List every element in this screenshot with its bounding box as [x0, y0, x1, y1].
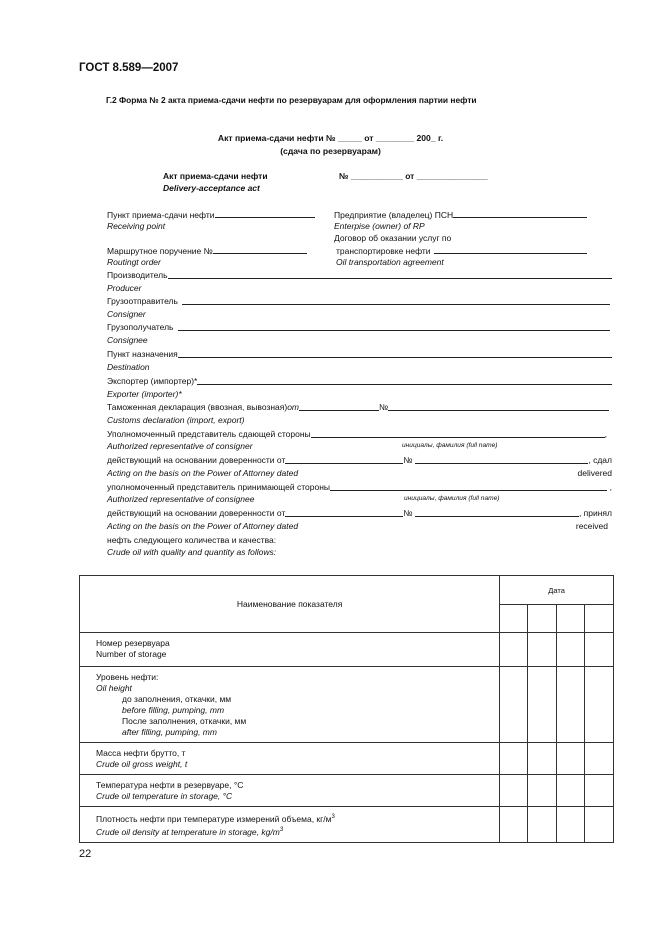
received-en: received	[575, 521, 608, 531]
contract-label-1: Договор об оказании услуг по	[334, 233, 452, 243]
level-en: Oil height	[96, 683, 132, 693]
value-cell[interactable]	[557, 743, 585, 775]
date-col-3[interactable]	[557, 605, 585, 633]
density-en-sup: 3	[279, 826, 284, 833]
value-cell[interactable]	[528, 743, 557, 775]
date-col-1[interactable]	[500, 605, 528, 633]
auth-consignee-en: Authorized representative of consignee	[107, 494, 255, 504]
enterprise-en: Enterpise (owner) of RP	[334, 221, 425, 231]
exporter-en: Exporter (importer)*	[107, 389, 182, 399]
value-cell[interactable]	[500, 667, 528, 743]
routing-label: Маршрутное поручение №	[107, 245, 307, 256]
table-row	[80, 807, 614, 843]
value-cell[interactable]	[585, 633, 614, 667]
act-name-ru: Акт приема-сдачи нефти	[163, 171, 268, 181]
poa-consignee-label: действующий на основании доверенности от № , принял	[107, 508, 612, 518]
destination-en: Destination	[107, 362, 150, 372]
date-col-4[interactable]	[585, 605, 614, 633]
exporter-field[interactable]	[197, 376, 612, 385]
standard-header: ГОСТ 8.589—2007	[79, 62, 179, 74]
enterprise-label: Предприятие (владелец) ПСН	[334, 209, 587, 220]
value-cell[interactable]	[585, 775, 614, 807]
quantity-label-en: Crude oil with quality and quantity as follows:	[107, 547, 277, 557]
table-row	[80, 743, 614, 775]
density-ru: Плотность нефти при температуре измерений объема, кг/м	[96, 813, 332, 824]
value-cell[interactable]	[557, 667, 585, 743]
destination-label: Пункт назначения	[107, 349, 612, 359]
consignee-field[interactable]	[178, 322, 611, 331]
act-title: Акт приема-сдачи нефти № _____ от ________ 200_ г.	[217, 133, 444, 143]
customs-number-field[interactable]	[388, 402, 609, 411]
page-number: 22	[79, 848, 92, 860]
auth-consignor-field[interactable]	[311, 429, 605, 438]
routing-field[interactable]	[213, 245, 307, 254]
delivered-en: delivered	[577, 468, 612, 478]
value-cell[interactable]	[500, 807, 528, 843]
consignor-label: Грузоотправитель	[107, 296, 610, 306]
poa-consignee-date-field[interactable]	[285, 508, 403, 517]
mass-ru: Масса нефти брутто, т	[96, 748, 186, 758]
data-table	[79, 575, 614, 843]
auth-consignor-label: Уполномоченный представитель сдающей стороны ,	[107, 429, 607, 439]
value-cell[interactable]	[528, 633, 557, 667]
act-number-line: № ___________ от _______________	[339, 171, 488, 181]
mass-en: Crude oil gross weight, t	[96, 759, 188, 769]
auth-consignor-en: Authorized representative of consigner	[107, 441, 253, 451]
table-row	[80, 633, 614, 667]
header-date-cell	[500, 576, 614, 605]
date-col-2[interactable]	[528, 605, 557, 633]
value-cell[interactable]	[557, 633, 585, 667]
header-date: Дата	[548, 585, 565, 595]
initials-hint-2: инициалы, фамилия (full name)	[404, 495, 500, 502]
density-ru-sup: 3	[331, 814, 335, 820]
header-name-cell	[80, 576, 500, 633]
storage-en: Number of storage	[96, 649, 167, 659]
value-cell[interactable]	[557, 807, 585, 843]
destination-field[interactable]	[178, 349, 612, 358]
auth-consignee-label: уполномоченный представитель принимающей стороны ,	[107, 482, 612, 492]
receiving-point-field[interactable]	[215, 209, 315, 218]
contract-field[interactable]	[434, 245, 587, 254]
value-cell[interactable]	[528, 667, 557, 743]
table-row	[80, 775, 614, 807]
consignee-label: Грузополучатель	[107, 322, 610, 332]
poa-consignor-number-field[interactable]	[415, 455, 588, 464]
value-cell[interactable]	[585, 667, 614, 743]
after-en: after filling, pumping, mm	[122, 727, 217, 737]
customs-en: Customs declaration (import, export)	[107, 415, 245, 425]
density-en: Crude oil density at temperature in storage, kg/m	[96, 826, 280, 837]
routing-en: Routingt order	[107, 257, 161, 267]
poa-consignor-en: Acting on the basis on the Power of Attorney dated	[107, 468, 299, 478]
contract-en: Oil transportation agreement	[336, 257, 444, 267]
value-cell[interactable]	[500, 743, 528, 775]
producer-label: Производитель	[107, 270, 612, 280]
customs-date-field[interactable]	[299, 402, 379, 411]
auth-consignee-field[interactable]	[330, 482, 607, 491]
producer-field[interactable]	[168, 270, 612, 279]
receiving-point-label: Пункт приема-сдачи нефти	[107, 209, 315, 220]
poa-consignee-en: Acting on the basis on the Power of Attorney dated	[107, 521, 299, 531]
consignor-field[interactable]	[182, 296, 610, 305]
temp-en: Crude oil temperature in storage, °С	[96, 791, 233, 801]
temp-ru: Температура нефти в резервуаре, °С	[96, 780, 244, 790]
poa-consignor-date-field[interactable]	[285, 455, 403, 464]
before-ru: до заполнения, откачки, мм	[122, 694, 232, 704]
value-cell[interactable]	[500, 633, 528, 667]
value-cell[interactable]	[557, 775, 585, 807]
customs-label: Таможенная декларация (ввозная, вывозная) от №	[107, 402, 609, 412]
quantity-label-ru: нефть следующего количества и качества:	[107, 535, 277, 545]
poa-consignee-number-field[interactable]	[415, 508, 578, 517]
receiving-point-en: Receiving point	[107, 221, 166, 231]
after-ru: После заполнения, откачки, мм	[122, 716, 247, 726]
consignor-en: Consigner	[107, 309, 146, 319]
producer-en: Producer	[107, 283, 142, 293]
act-subtitle: (сдача по резервуарам)	[280, 146, 381, 156]
before-en: before filling, pumping, mm	[122, 705, 225, 715]
value-cell[interactable]	[528, 775, 557, 807]
value-cell[interactable]	[528, 807, 557, 843]
level-ru: Уровень нефти:	[96, 672, 159, 682]
value-cell[interactable]	[500, 775, 528, 807]
enterprise-field[interactable]	[453, 209, 587, 218]
header-name: Наименование показателя	[236, 599, 343, 609]
form-title: Г.2 Форма № 2 акта приема-сдачи нефти по резервуарам для оформления партии нефти	[106, 95, 477, 105]
initials-hint-1: инициалы, фамилия (full name)	[402, 442, 498, 449]
contract-label-2: транспортировке нефти	[336, 245, 587, 256]
act-name-en: Delivery-acceptance act	[163, 183, 260, 193]
exporter-label: Экспортер (импортер)*	[107, 376, 612, 386]
consignee-en: Consignee	[107, 335, 148, 345]
value-cell[interactable]	[585, 743, 614, 775]
poa-consignor-label: действующий на основании доверенности от № , сдал	[107, 455, 612, 465]
storage-ru: Номер резервуара	[96, 638, 170, 648]
value-cell[interactable]	[585, 807, 614, 843]
table-row	[80, 667, 614, 743]
